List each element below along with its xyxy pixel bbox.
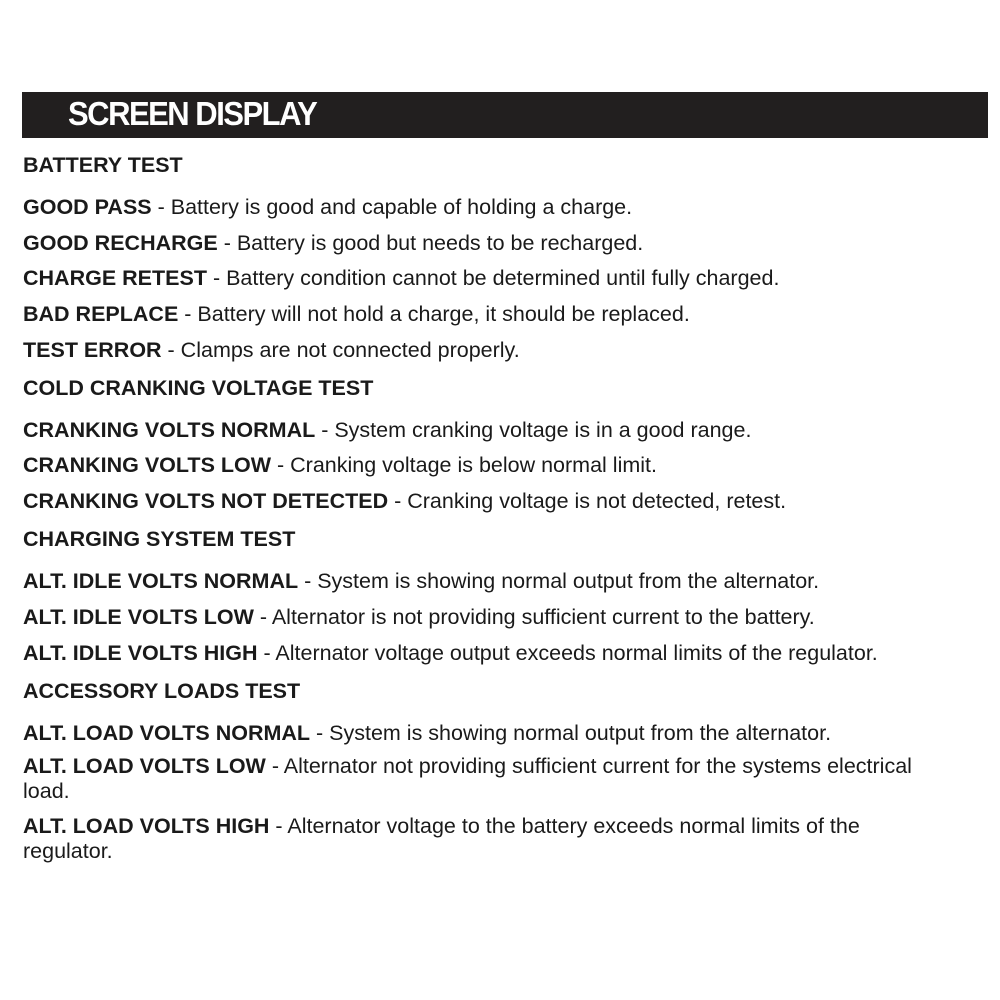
- section-accessory-loads-test: [23, 677, 983, 865]
- list-item: [23, 719, 983, 747]
- list-item: [23, 264, 983, 292]
- list-item: [23, 451, 983, 479]
- result-description: - System is showing normal output from the alternator.: [310, 720, 832, 745]
- result-description: - Alternator voltage output exceeds normal limits of the regulator.: [257, 640, 878, 665]
- list-item: [23, 336, 983, 364]
- result-description: - System is showing normal output from the alternator.: [298, 569, 820, 594]
- section-heading: COLD CRANKING VOLTAGE TEST: [23, 375, 374, 400]
- result-description: - Battery will not hold a charge, it should be replaced.: [178, 302, 690, 327]
- result-term: ALT. LOAD VOLTS NORMAL: [23, 720, 311, 745]
- result-term: CRANKING VOLTS NORMAL: [23, 417, 316, 442]
- section-heading: BATTERY TEST: [23, 153, 183, 177]
- result-description: - Alternator voltage to the battery exceeds normal limits of the regulator.: [23, 814, 860, 864]
- result-term: GOOD PASS: [23, 195, 152, 219]
- result-term: ALT. LOAD VOLTS LOW: [23, 754, 266, 779]
- list-item: [23, 416, 983, 444]
- test-results-content: [23, 151, 983, 874]
- list-item: [23, 229, 983, 257]
- list-item: [23, 754, 943, 804]
- section-battery-test: [23, 151, 983, 364]
- result-term: ALT. IDLE VOLTS NORMAL: [23, 569, 299, 594]
- list-item: [23, 814, 943, 864]
- result-description: - Cranking voltage is not detected, retest.: [388, 489, 787, 514]
- result-description: - Clamps are not connected properly.: [161, 337, 520, 362]
- result-description: - Alternator not providing sufficient current for the systems electrical load.: [23, 754, 912, 804]
- result-term: ALT. IDLE VOLTS LOW: [23, 604, 254, 629]
- result-description: - System cranking voltage is in a good range.: [315, 417, 752, 442]
- result-term: ALT. IDLE VOLTS HIGH: [23, 640, 258, 665]
- result-term: BAD REPLACE: [23, 302, 179, 327]
- result-description: - Battery condition cannot be determined until fully charged.: [206, 266, 780, 291]
- list-item: [23, 639, 983, 667]
- result-description: - Cranking voltage is below normal limit.: [271, 453, 657, 478]
- result-description: - Battery is good and capable of holding a charge.: [151, 195, 633, 219]
- list-item: [23, 487, 983, 515]
- section-cold-cranking-voltage-test: [23, 374, 983, 515]
- result-term: GOOD RECHARGE: [23, 230, 218, 255]
- result-term: CHARGE RETEST: [23, 266, 207, 291]
- banner-title: SCREEN DISPLAY: [68, 95, 317, 133]
- list-item: [23, 567, 983, 595]
- result-description: - Battery is good but needs to be recharged.: [217, 230, 644, 255]
- result-term: ALT. LOAD VOLTS HIGH: [23, 814, 270, 839]
- result-term: TEST ERROR: [23, 337, 162, 362]
- section-heading: CHARGING SYSTEM TEST: [23, 527, 296, 552]
- list-item: [23, 603, 983, 631]
- list-item: [23, 300, 983, 328]
- section-heading: ACCESSORY LOADS TEST: [23, 678, 301, 703]
- screen-display-banner: [22, 92, 988, 138]
- list-item: [23, 193, 983, 221]
- section-charging-system-test: [23, 525, 983, 666]
- result-description: - Alternator is not providing sufficient current to the battery.: [253, 604, 815, 629]
- result-term: CRANKING VOLTS LOW: [23, 453, 272, 478]
- result-term: CRANKING VOLTS NOT DETECTED: [23, 489, 389, 514]
